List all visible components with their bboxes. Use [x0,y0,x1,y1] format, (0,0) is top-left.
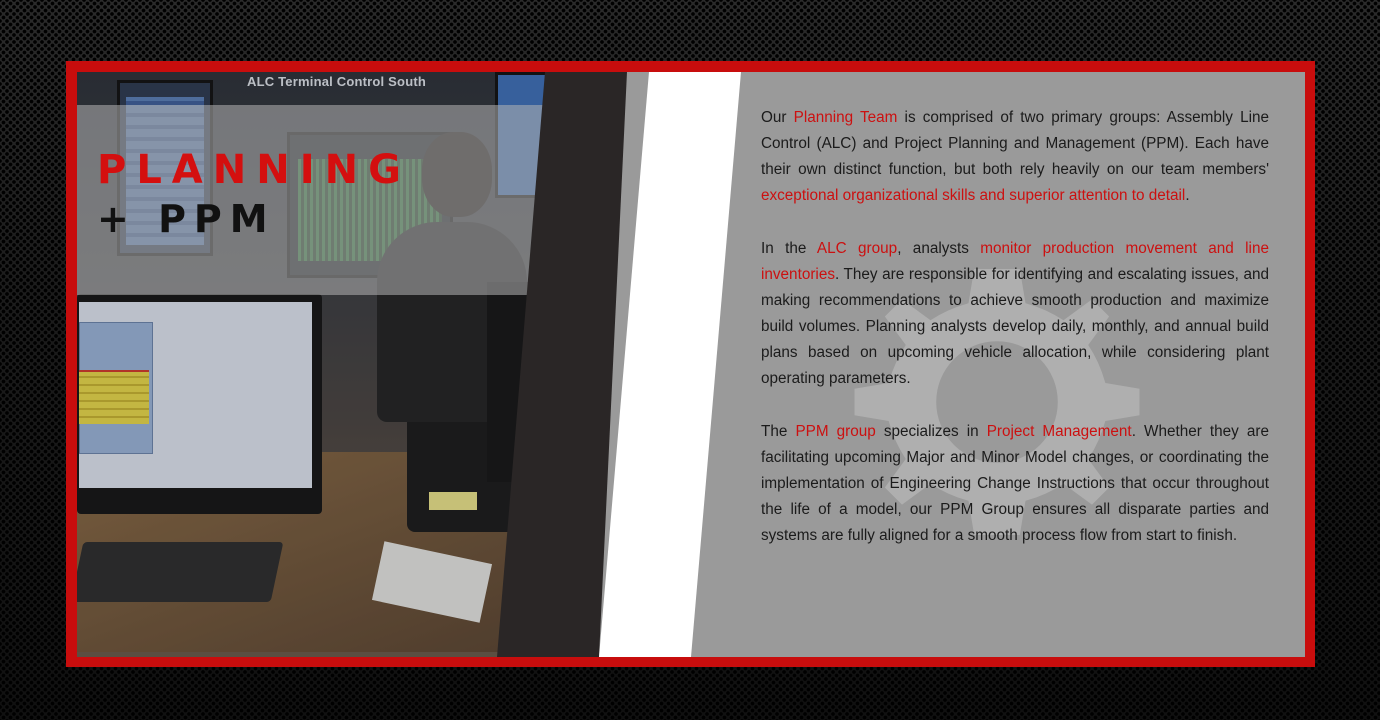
highlight-ppm-group: PPM group [795,423,876,440]
highlight-project-management: Project Management [986,423,1132,440]
content-frame [66,61,1315,667]
highlight-alc-group: ALC group [816,240,898,257]
highlight-monitor-production: monitor production movement and line inventories [761,240,1269,283]
page-title-ppm: + PPM [97,197,276,241]
description-text [761,105,1269,576]
highlight-planning-team: Planning Team [793,109,898,126]
paragraph-planning-team: Our Planning Team is comprised of two primary groups: Assembly Line Control (ALC) and Project Planning and Management (PPM). Each have their own distinct function, but both rely heavily on our team members' exceptional organizational skills and superior attention to detail. [761,109,1269,204]
photo-sign-text: ALC Terminal Control South [247,74,427,89]
content-panel [77,72,1305,657]
page-title-planning: PLANNING [97,147,411,193]
paragraph-alc-group: In the ALC group, analysts monitor production movement and line inventories. They are responsible for identifying and escalating issues, and making recommendations to achieve smooth production and maximize build volumes. Planning analysts develop daily, monthly, and annual build plans based on upcoming vehicle allocation, while considering plant operating parameters. [761,240,1269,387]
highlight-skills: exceptional organizational skills and superior attention to detail [761,187,1186,204]
paragraph-ppm-group: The PPM group specializes in Project Management. Whether they are facilitating upcoming Major and Minor Model changes, or coordinating the implementation of Engineering Change Instructions that occur throughout the life of a model, our PPM Group ensures all disparate parties and systems are fully aligned for a smooth process flow from start to finish. [761,423,1269,544]
